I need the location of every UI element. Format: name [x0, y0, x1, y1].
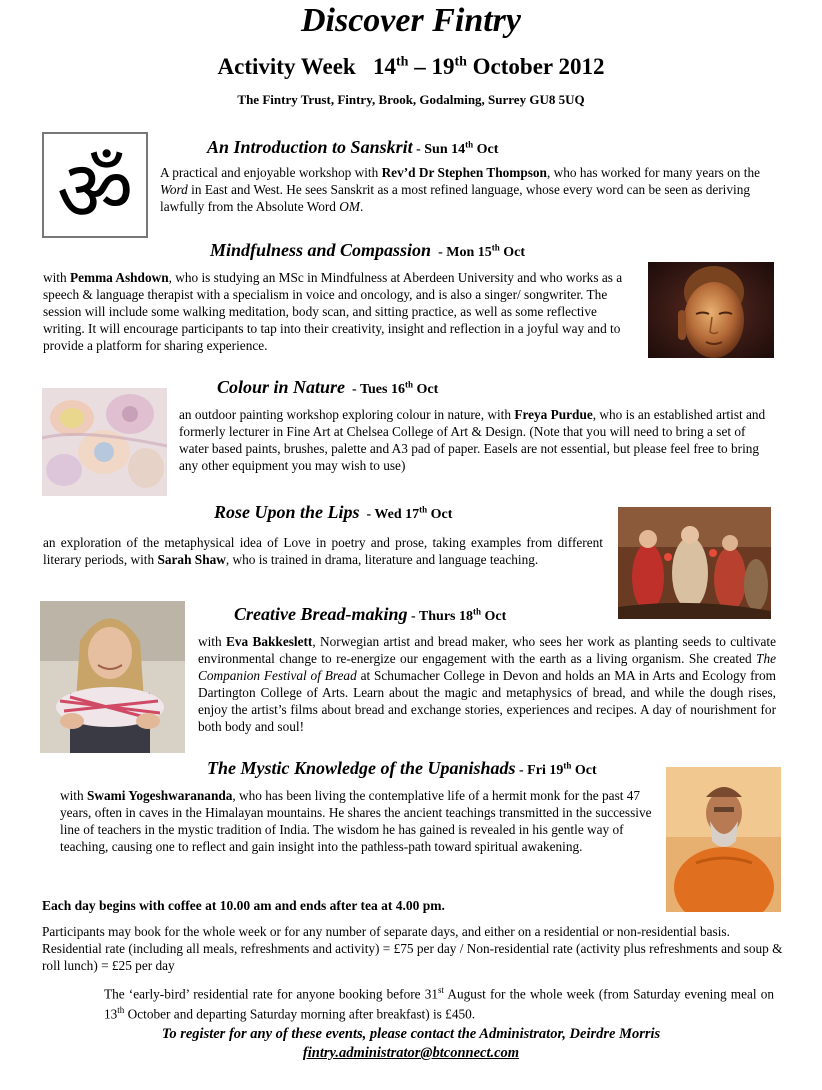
page-subtitle: Activity Week 14th – 19th October 2012: [217, 54, 605, 79]
section-heading-rose: Rose Upon the Lips - Wed 17th Oct: [214, 502, 453, 522]
section-heading-mindfulness: Mindfulness and Compassion - Mon 15th Oct: [210, 240, 526, 260]
section-heading-upanishads: The Mystic Knowledge of the Upanishads - Fri 19th Oct: [207, 758, 597, 778]
floral-painting-image: [42, 388, 167, 496]
bread-maker-photo: [40, 601, 185, 753]
section-heading-colour: Colour in Nature - Tues 16th Oct: [217, 377, 439, 397]
section-text-colour: an outdoor painting workshop exploring colour in nature, with Freya Purdue, who is an established artist and formerly lecturer in Fine Art at Chelsea College of Art & Design. (Note that you will need to bring a set of water based paints, brushes, palette and A3 pad of paper. Easels are not essential, but please feel free to bring any other equipment you may wish to use): [179, 407, 766, 473]
renaissance-painting-image: [618, 507, 771, 619]
admin-email-link[interactable]: fintry.administrator@btconnect.com: [302, 1045, 520, 1061]
section-heading-sanskrit: An Introduction to Sanskrit - Sun 14th Oct: [207, 137, 499, 157]
section-heading-bread: Creative Bread-making - Thurs 18th Oct: [234, 604, 507, 624]
svg-text:ॐ: ॐ: [56, 142, 134, 236]
buddha-image: [648, 262, 774, 358]
om-icon: [44, 134, 146, 236]
email-row: [0, 1045, 822, 1062]
section-text-sanskrit: A practical and enjoyable workshop with Rev’d Dr Stephen Thompson, who has worked for many years on the Word in East and West. He sees Sanskrit as a most refined language, whose every word can be seen as deriving lawfully from the Absolute Word OM.: [160, 165, 761, 214]
page-title: Discover Fintry: [300, 2, 522, 39]
section-text-rose: an exploration of the metaphysical idea of Love in poetry and prose, taking examples from different literary periods, with Sarah Shaw, who is trained in drama, literature and language teaching.: [43, 535, 603, 567]
swami-portrait-image: [666, 767, 781, 912]
om-symbol-image: [42, 132, 148, 238]
address: The Fintry Trust, Fintry, Brook, Godalming, Surrey GU8 5UQ: [237, 92, 585, 107]
section-text-mindfulness: with Pemma Ashdown, who is studying an MSc in Mindfulness at Aberdeen University and who works as a speech & language therapist with a specialism in voice and oncology, and is also a singer/ songwriter. The session will include some walking meditation, body scan, and sitting practice, as well as some reflective writing. It will encourage participants to tap into their creativity, insight and reflection in a joyful way and to provide a platform for sharing experience.: [43, 270, 623, 353]
booking-rates: Participants may book for the whole week or for any number of separate days, and either on a residential or non-residential basis. Residential rate (including all meals, refreshments and activity) = £75 per day / Non-residential rate (activity plus refreshments and soup & roll lunch) = £25 per day: [42, 924, 783, 973]
early-bird-rate: The ‘early-bird’ residential rate for anyone booking before 31st August for the whole week (from Saturday evening meal on 13th October and departing Saturday morning after breakfast) is £450.: [104, 985, 774, 1022]
section-text-upanishads: with Swami Yogeshwarananda, who has been living the contemplative life of a hermit monk for the past 47 years, often in caves in the Himalayan mountains. He shares the ancient teachings transmitted in the successive line of teachers in the mystic tradition of India. The wisdom he has gained is revealed in his gentle way of teaching, causing one to reflect and gain insight into the pathless-path toward spiritual awakening.: [60, 788, 652, 854]
register-info: To register for any of these events, please contact the Administrator, Deirdre Morris: [161, 1026, 661, 1042]
section-text-bread: with Eva Bakkeslett, Norwegian artist and bread maker, who sees her work as planting seeds to cultivate environmental change to re-energize our engagement with the earth as a living organism. She created The Companion Festival of Bread at Schumacher College in Devon and holds an MA in Arts and Ecology from Dartington College of Arts. Learn about the magic and metaphysics of bread, and while the dough rises, enjoy the artist’s films about bread and exchange stories, experiences and recipes. A day of nourishment for both body and soul!: [198, 634, 776, 734]
daily-times: Each day begins with coffee at 10.00 am and ends after tea at 4.00 pm.: [42, 898, 445, 913]
